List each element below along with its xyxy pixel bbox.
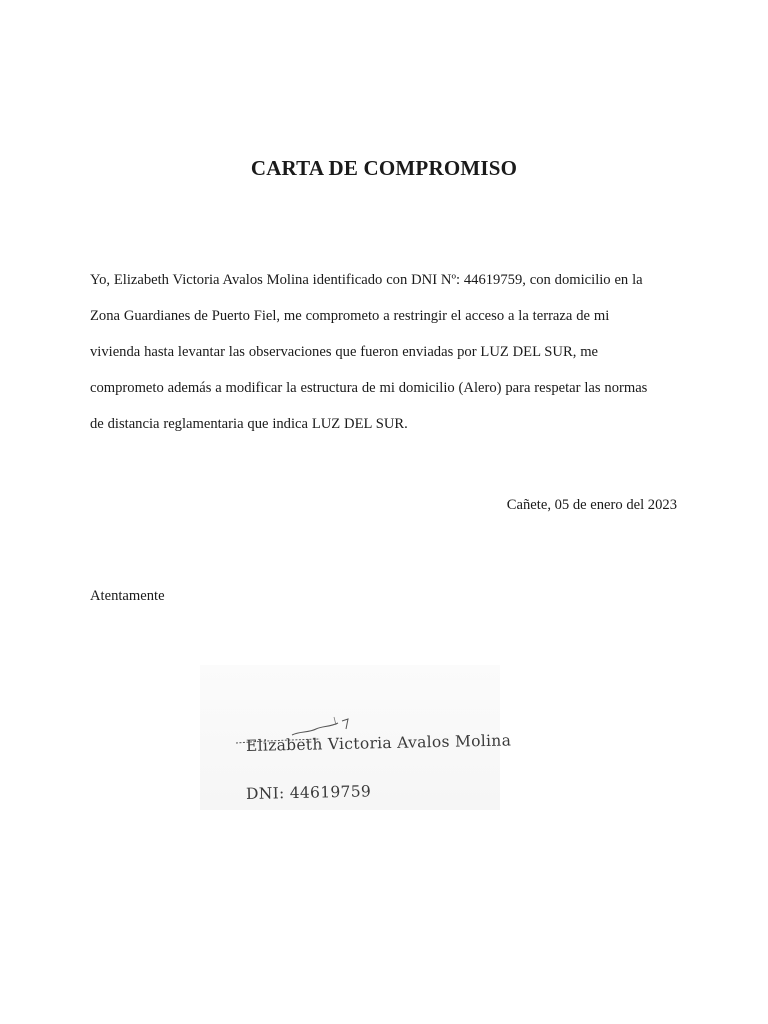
body-line: Zona Guardianes de Puerto Fiel, me comprometo a restringir el acceso a la terraza de mi	[90, 308, 610, 324]
body-line: Yo, Elizabeth Victoria Avalos Molina identificado con DNI Nº: 44619759, con domicilio en la	[90, 272, 643, 288]
signature-name: Elizabeth Victoria Avalos Molina	[245, 731, 512, 755]
body-line: de distancia reglamentaria que indica LUZ DEL SUR.	[90, 416, 408, 432]
body-line: vivienda hasta levantar las observaciones que fueron enviadas por LUZ DEL SUR, me	[90, 344, 599, 360]
closing-salutation: Atentamente	[90, 588, 165, 604]
letter-body	[90, 262, 682, 442]
signature-block	[200, 665, 512, 810]
body-line: comprometo además a modificar la estructura de mi domicilio (Alero) para respetar las normas	[90, 380, 648, 396]
date-line: Cañete, 05 de enero del 2023	[506, 497, 677, 513]
signature-dni: DNI: 44619759	[245, 782, 372, 803]
page-title: CARTA DE COMPROMISO	[250, 156, 518, 180]
